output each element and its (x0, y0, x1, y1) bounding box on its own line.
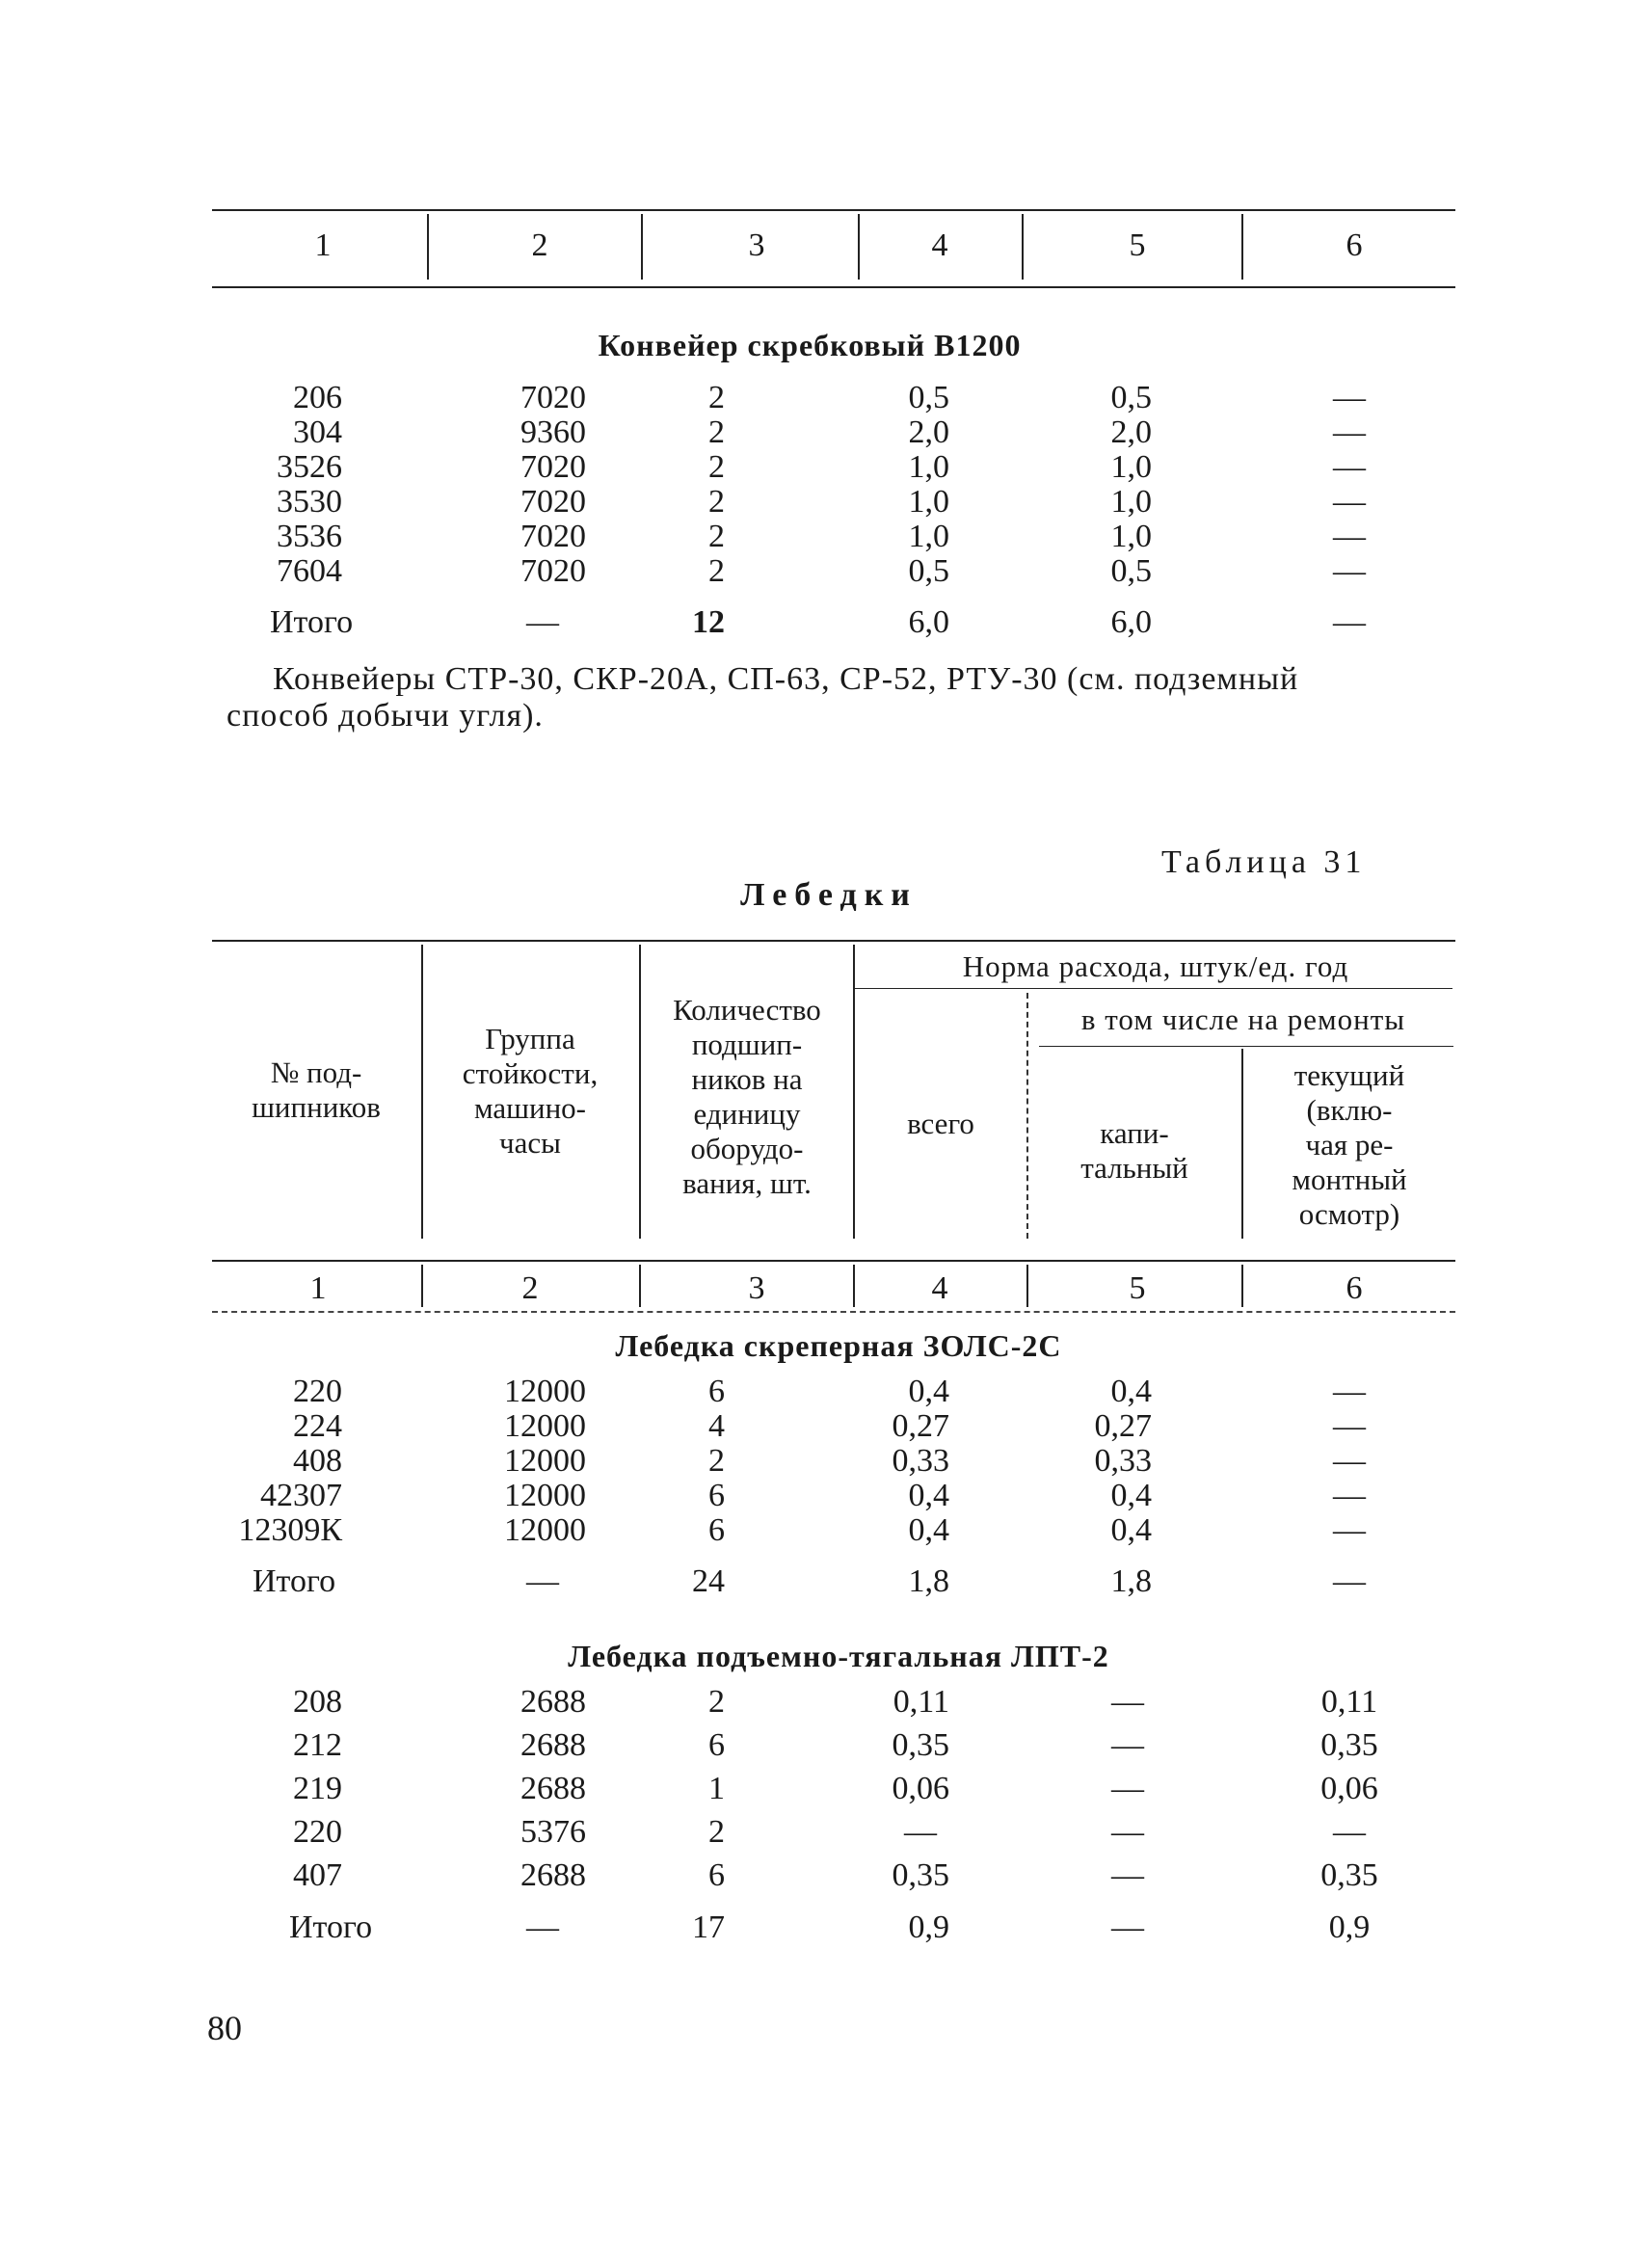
table-31-cell-col1: 219 (293, 1771, 342, 1806)
table-31-cell-col3: 2 (708, 1443, 725, 1479)
top-table-cell-col4: 2,0 (908, 414, 949, 450)
top-table-cell-col6: — (1333, 553, 1366, 589)
top-table-row (0, 484, 1652, 521)
table-31-total-cell-col1: Итого (289, 1909, 373, 1945)
top-table-row (0, 553, 1652, 590)
col-number-3: 3 (748, 227, 765, 263)
top-table-cell-col5: 1,0 (1110, 449, 1152, 485)
table-31-cell-col2: 12000 (504, 1374, 586, 1409)
top-table-cell-col3: 2 (708, 484, 725, 520)
table-31-cell-col4: 0,4 (908, 1512, 949, 1548)
table-31-total-cell-col3: 24 (692, 1563, 725, 1599)
top-table-row (0, 519, 1652, 555)
table-31-cell-col2: 2688 (520, 1771, 586, 1806)
header-incl-repairs: в том числе на ремонты (1080, 1002, 1406, 1036)
section-title: Конвейер скребковый В1200 (598, 328, 1022, 362)
note-line-1: Конвейеры СТР-30, СКР-20А, СП-63, СР-52, РТУ-30 (см. подземный (273, 661, 1299, 697)
table-31-cell-col2: 2688 (520, 1684, 586, 1720)
top-table-cell-col5: 0,5 (1110, 553, 1152, 589)
top-table-cell-col2: 7020 (520, 449, 586, 485)
top-table-cell-col3: 2 (708, 519, 725, 554)
table-31-cell-col6: — (1333, 1374, 1366, 1409)
top-table-cell-col4: 0,5 (908, 380, 949, 415)
table-31-cell-col4: 0,4 (908, 1374, 949, 1409)
top-table-cell-col4: 0,5 (908, 553, 949, 589)
table-31-total-cell-col2: — (526, 1563, 559, 1599)
table-31-cell-col3: 6 (708, 1478, 725, 1513)
top-table-cell-col6: — (1333, 414, 1366, 450)
top-table-cell-col1: 206 (293, 380, 342, 415)
table-31-cell-col3: 4 (708, 1408, 725, 1444)
col-number-6: 6 (1346, 227, 1363, 263)
top-table-total-cell-col3: 12 (692, 604, 725, 640)
top-table-cell-col1: 3536 (277, 519, 342, 554)
table-31-cell-col5: — (1111, 1771, 1144, 1806)
table-31-cell-col6: — (1333, 1512, 1366, 1548)
top-table-row (0, 449, 1652, 486)
table-31-cell-col4: 0,27 (892, 1408, 949, 1444)
table-31-cell-col4: 0,11 (893, 1684, 949, 1720)
t31-col-number-3: 3 (748, 1270, 765, 1306)
page-number: 80 (207, 2009, 242, 2047)
top-table-cell-col2: 7020 (520, 553, 586, 589)
table-31-cell-col3: 6 (708, 1512, 725, 1548)
table-31-total-cell-col1: Итого (253, 1563, 336, 1599)
top-table-cell-col4: 1,0 (908, 449, 949, 485)
table-31-cell-col2: 2688 (520, 1727, 586, 1763)
table-31-cell-col1: 408 (293, 1443, 342, 1479)
table-31-row (0, 1857, 1652, 1894)
table-31-cell-col5: 0,27 (1094, 1408, 1152, 1444)
table-31-cell-col5: 0,4 (1110, 1478, 1152, 1513)
table-31-cell-col5: 0,33 (1094, 1443, 1152, 1479)
table-31-cell-col2: 12000 (504, 1512, 586, 1548)
top-table-total-row (0, 604, 1652, 641)
header-total: всего (907, 1107, 974, 1140)
table-31-cell-col6: 0,35 (1320, 1727, 1378, 1763)
table-31-total-cell-col6: 0,9 (1328, 1909, 1371, 1945)
table-31-cell-col2: 12000 (504, 1408, 586, 1444)
header-bearing-no: № под- шипников (252, 1055, 381, 1124)
table-31-cell-col4: — (904, 1814, 937, 1850)
table-31-cell-col4: 0,35 (892, 1857, 949, 1893)
table-31-total-cell-col6: — (1333, 1563, 1366, 1599)
table-31-row (0, 1478, 1652, 1514)
table-31-cell-col1: 220 (293, 1814, 342, 1850)
table-31-cell-col6: 0,11 (1320, 1684, 1378, 1720)
top-table-cell-col3: 2 (708, 414, 725, 450)
table-31-cell-col6: — (1333, 1478, 1366, 1513)
table-title: Лебедки (740, 877, 918, 913)
col-number-5: 5 (1129, 227, 1146, 263)
table-31-row (0, 1814, 1652, 1851)
table-31-cell-col4: 0,33 (892, 1443, 949, 1479)
table-31-cell-col1: 220 (293, 1374, 342, 1409)
table-31-total-cell-col4: 1,8 (908, 1563, 949, 1599)
col-number-1: 1 (314, 227, 332, 263)
note-line-2: способ добычи угля). (226, 698, 544, 734)
table-31-total-cell-col5: — (1111, 1909, 1144, 1945)
header-capital: капи- тальный (1080, 1116, 1188, 1185)
top-table-cell-col6: — (1333, 484, 1366, 520)
top-table-cell-col3: 2 (708, 380, 725, 415)
table-31-row (0, 1771, 1652, 1807)
table-31-cell-col3: 6 (708, 1857, 725, 1893)
table-31-total-cell-col4: 0,9 (908, 1909, 949, 1945)
table-31-total-cell-col5: 1,8 (1110, 1563, 1152, 1599)
table-31-cell-col1: 212 (293, 1727, 342, 1763)
table-31-total-row (0, 1909, 1652, 1946)
top-table-total-cell-col6: — (1333, 604, 1366, 640)
table-31-cell-col1: 224 (293, 1408, 342, 1444)
top-table-cell-col5: 0,5 (1110, 380, 1152, 415)
table-31-cell-col2: 12000 (504, 1478, 586, 1513)
header-consumption-norm: Норма расхода, штук/ед. год (962, 949, 1349, 983)
table-31-total-cell-col3: 17 (692, 1909, 725, 1945)
table-31-cell-col1: 42307 (260, 1478, 342, 1513)
table-31-cell-col3: 6 (708, 1374, 725, 1409)
table-31-cell-col3: 6 (708, 1727, 725, 1763)
table-31-cell-col4: 0,35 (892, 1727, 949, 1763)
table-31-total-row (0, 1563, 1652, 1600)
top-table-cell-col5: 1,0 (1110, 519, 1152, 554)
top-table-cell-col1: 304 (293, 414, 342, 450)
top-table-total-cell-col5: 6,0 (1110, 604, 1152, 640)
t31-col-number-4: 4 (931, 1270, 948, 1306)
top-table-cell-col3: 2 (708, 553, 725, 589)
section-title: Лебедка скреперная ЗОЛС-2С (615, 1328, 1062, 1363)
table-31-cell-col6: — (1333, 1814, 1366, 1850)
table-31-cell-col3: 2 (708, 1684, 725, 1720)
table-31-cell-col5: — (1111, 1857, 1144, 1893)
table-31-cell-col5: 0,4 (1110, 1374, 1152, 1409)
col-number-2: 2 (531, 227, 548, 263)
top-table-cell-col4: 1,0 (908, 519, 949, 554)
table-31-row (0, 1512, 1652, 1549)
top-table-cell-col6: — (1333, 380, 1366, 415)
table-31-cell-col5: — (1111, 1684, 1144, 1720)
table-label: Таблица 31 (1161, 844, 1367, 880)
top-table-cell-col5: 2,0 (1110, 414, 1152, 450)
header-current: текущий (вклю- чая ре- монтный осмотр) (1292, 1058, 1407, 1231)
top-table-cell-col2: 7020 (520, 484, 586, 520)
t31-col-number-2: 2 (521, 1270, 539, 1306)
top-table-cell-col6: — (1333, 519, 1366, 554)
table-31-cell-col5: — (1111, 1814, 1144, 1850)
table-31-row (0, 1443, 1652, 1480)
top-table-cell-col1: 7604 (277, 553, 342, 589)
table-31-cell-col4: 0,4 (908, 1478, 949, 1513)
table-31-cell-col3: 2 (708, 1814, 725, 1850)
t31-col-number-1: 1 (309, 1270, 327, 1306)
top-table-cell-col1: 3530 (277, 484, 342, 520)
section-title: Лебедка подъемно-тягальная ЛПТ-2 (568, 1639, 1109, 1673)
top-table-total-cell-col1: Итого (270, 604, 354, 640)
top-table-cell-col2: 7020 (520, 380, 586, 415)
top-table-cell-col2: 9360 (520, 414, 586, 450)
table-31-cell-col2: 5376 (520, 1814, 586, 1850)
table-31-cell-col6: 0,35 (1320, 1857, 1378, 1893)
top-table-cell-col2: 7020 (520, 519, 586, 554)
top-table-cell-col3: 2 (708, 449, 725, 485)
table-31-cell-col1: 407 (293, 1857, 342, 1893)
top-table-row (0, 380, 1652, 416)
top-table-total-cell-col2: — (526, 604, 559, 640)
table-31-cell-col6: — (1333, 1408, 1366, 1444)
top-table-cell-col6: — (1333, 449, 1366, 485)
table-31-cell-col6: 0,06 (1320, 1771, 1378, 1806)
top-table-total-cell-col4: 6,0 (908, 604, 949, 640)
header-durability-group: Группа стойкости, машино- часы (462, 1022, 599, 1160)
t31-col-number-6: 6 (1346, 1270, 1363, 1306)
table-31-cell-col4: 0,06 (892, 1771, 949, 1806)
top-table-row (0, 414, 1652, 451)
table-31-cell-col2: 12000 (504, 1443, 586, 1479)
table-31-row (0, 1408, 1652, 1445)
table-31-cell-col5: — (1111, 1727, 1144, 1763)
top-table-cell-col1: 3526 (277, 449, 342, 485)
top-table-cell-col5: 1,0 (1110, 484, 1152, 520)
table-31-cell-col1: 208 (293, 1684, 342, 1720)
table-31-cell-col1: 12309К (238, 1512, 342, 1548)
table-31-total-cell-col2: — (526, 1909, 559, 1945)
header-bearing-qty: Количество подшип- ников на единицу оборудо- вания, шт. (673, 993, 821, 1200)
table-31-row (0, 1684, 1652, 1721)
top-table-cell-col4: 1,0 (908, 484, 949, 520)
t31-col-number-5: 5 (1129, 1270, 1146, 1306)
table-31-cell-col2: 2688 (520, 1857, 586, 1893)
table-31-cell-col5: 0,4 (1110, 1512, 1152, 1548)
table-31-row (0, 1374, 1652, 1410)
table-31-cell-col3: 1 (708, 1771, 725, 1806)
table-31-row (0, 1727, 1652, 1764)
col-number-4: 4 (931, 227, 948, 263)
table-31-cell-col6: — (1333, 1443, 1366, 1479)
